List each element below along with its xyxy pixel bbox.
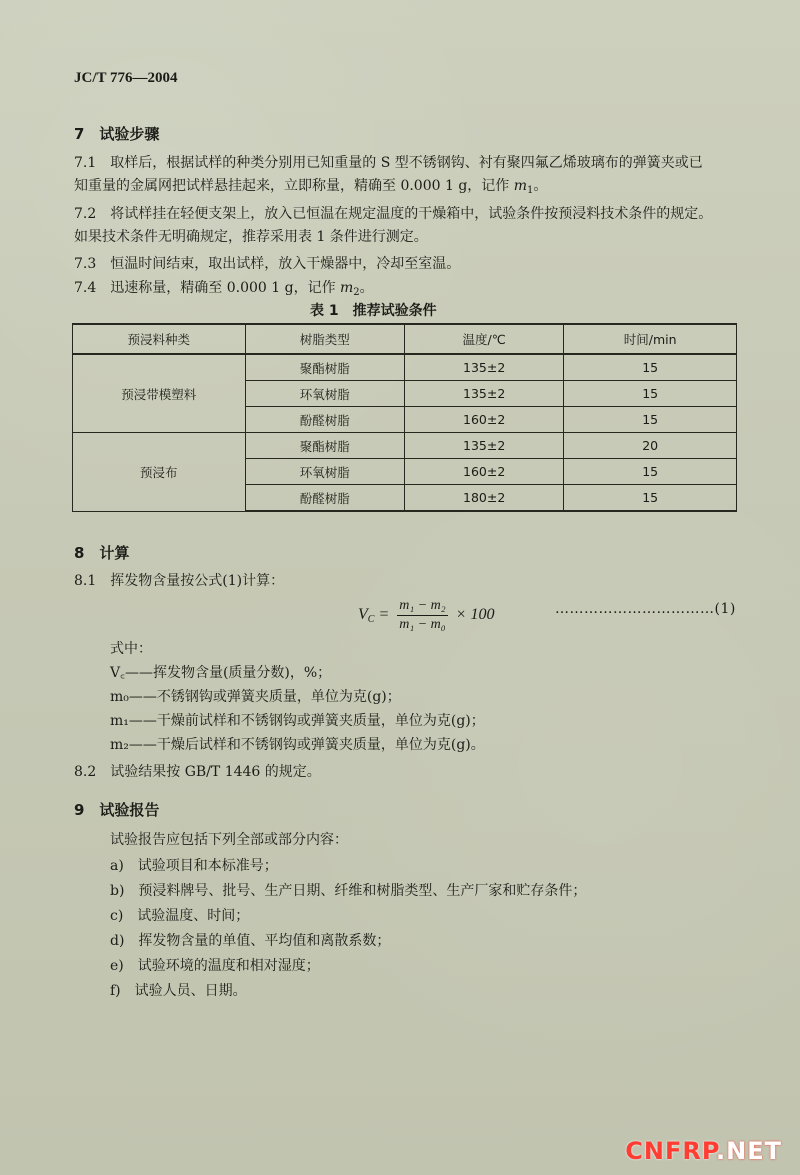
section-7-3-line-1: 7.3 恒温时间结束，取出试样，放入干燥器中，冷却至室温。: [74, 256, 461, 272]
document-code: JC/T 776—2004: [74, 70, 178, 86]
temperature-cell: 135±2: [404, 433, 563, 459]
table-1-title: 表 1 推荐试验条件: [310, 303, 437, 319]
time-cell: 15: [564, 354, 737, 381]
section-7-1-var: m: [513, 178, 528, 194]
time-cell: 20: [564, 433, 737, 459]
section-7-4-var-sub: 2: [353, 287, 360, 298]
table-header-row: [73, 324, 737, 354]
resin-type-cell: 酚醛树脂: [245, 407, 404, 433]
temperature-cell: 180±2: [404, 485, 563, 512]
formula-equals: =: [378, 606, 390, 624]
section-7-1-tail: 。: [533, 178, 548, 194]
formula-1: [358, 598, 494, 633]
watermark-left: CNFRP: [625, 1137, 717, 1165]
section-7-4-line-1: [74, 277, 374, 301]
time-cell: 15: [564, 485, 737, 512]
report-item-b: b) 预浸料牌号、批号、生产日期、纤维和树脂类型、生产厂家和贮存条件；: [110, 883, 587, 899]
section-9-intro: 试验报告应包括下列全部或部分内容：: [110, 832, 348, 848]
recommended-test-conditions-table: [72, 323, 737, 512]
temperature-cell: 135±2: [404, 354, 563, 381]
definition-m1: m₁——干燥前试样和不锈钢钩或弹簧夹质量，单位为克(g)；: [110, 713, 485, 729]
time-cell: 15: [564, 381, 737, 407]
formula-factor: × 100: [455, 606, 495, 624]
time-cell: 15: [564, 407, 737, 433]
header-temperature: 温度/℃: [404, 324, 563, 354]
formula-lhs-sub: C: [367, 614, 375, 626]
section-7-4-text: 7.4 迅速称量，精确至 0.000 1 g，记作: [74, 280, 341, 296]
temperature-cell: 160±2: [404, 407, 563, 433]
section-7-1-var-sub: 1: [527, 185, 534, 196]
definition-vc: V꜀——挥发物含量(质量分数)，%；: [110, 665, 332, 681]
formula-lhs: V: [358, 606, 368, 624]
section-8-heading: 8 计算: [74, 544, 130, 562]
resin-type-cell: 聚酯树脂: [245, 354, 404, 381]
section-7-4-var: m: [340, 280, 354, 296]
section-7-heading: 7 试验步骤: [74, 125, 160, 143]
section-7-1-line-2-text: 知重量的金属网把试样悬挂起来，立即称量，精确至 0.000 1 g，记作: [74, 178, 514, 194]
formula-number: ……………………………(1): [555, 601, 736, 617]
section-7-1-line-2: [74, 175, 547, 199]
formula-fraction: [397, 598, 447, 633]
report-item-c: c) 试验温度、时间；: [110, 908, 250, 924]
section-9-heading: 9 试验报告: [74, 801, 160, 819]
report-item-d: d) 挥发物含量的单值、平均值和离散系数；: [110, 933, 391, 949]
report-item-f: f) 试验人员、日期。: [110, 983, 247, 999]
resin-type-cell: 酚醛树脂: [245, 485, 404, 512]
header-prepreg-type: 预浸料种类: [73, 324, 246, 354]
group-name: 预浸带模塑料: [73, 354, 246, 433]
site-watermark: [625, 1137, 782, 1165]
resin-type-cell: 环氧树脂: [245, 459, 404, 485]
section-8-1: 8.1 挥发物含量按公式(1)计算：: [74, 573, 285, 589]
section-8-2: 8.2 试验结果按 GB/T 1446 的规定。: [74, 764, 321, 780]
header-time: 时间/min: [564, 324, 737, 354]
section-7-2-line-1: 7.2 将试样挂在轻便支架上，放入已恒温在规定温度的干燥箱中，试验条件按预浸料技术条件的规定。: [74, 206, 713, 222]
resin-type-cell: 环氧树脂: [245, 381, 404, 407]
group-name: 预浸布: [73, 433, 246, 512]
report-item-a: a) 试验项目和本标准号；: [110, 858, 278, 874]
formula-numerator: m₁ − m₂: [397, 598, 447, 616]
definition-m2: m₂——干燥后试样和不锈钢钩或弹簧夹质量，单位为克(g)。: [110, 737, 485, 753]
header-resin-type: 树脂类型: [245, 324, 404, 354]
definition-m0: m₀——不锈钢钩或弹簧夹质量，单位为克(g)；: [110, 689, 401, 705]
formula-denominator: m₁ − m₀: [399, 617, 446, 632]
section-7-2-line-2: 如果技术条件无明确规定，推荐采用表 1 条件进行测定。: [74, 229, 428, 245]
watermark-right: .NET: [716, 1137, 782, 1165]
section-7-1-line-1: 7.1 取样后，根据试样的种类分别用已知重量的 S 型不锈钢钩、衬有聚四氟乙烯玻璃布的弹簧夹或已: [74, 155, 703, 171]
resin-type-cell: 聚酯树脂: [245, 433, 404, 459]
temperature-cell: 160±2: [404, 459, 563, 485]
report-item-e: e) 试验环境的温度和相对湿度；: [110, 958, 320, 974]
table-row: [73, 433, 737, 459]
section-7-4-tail: 。: [359, 280, 374, 296]
time-cell: 15: [564, 459, 737, 485]
temperature-cell: 135±2: [404, 381, 563, 407]
where-label: 式中：: [110, 641, 152, 657]
table-row: [73, 354, 737, 381]
